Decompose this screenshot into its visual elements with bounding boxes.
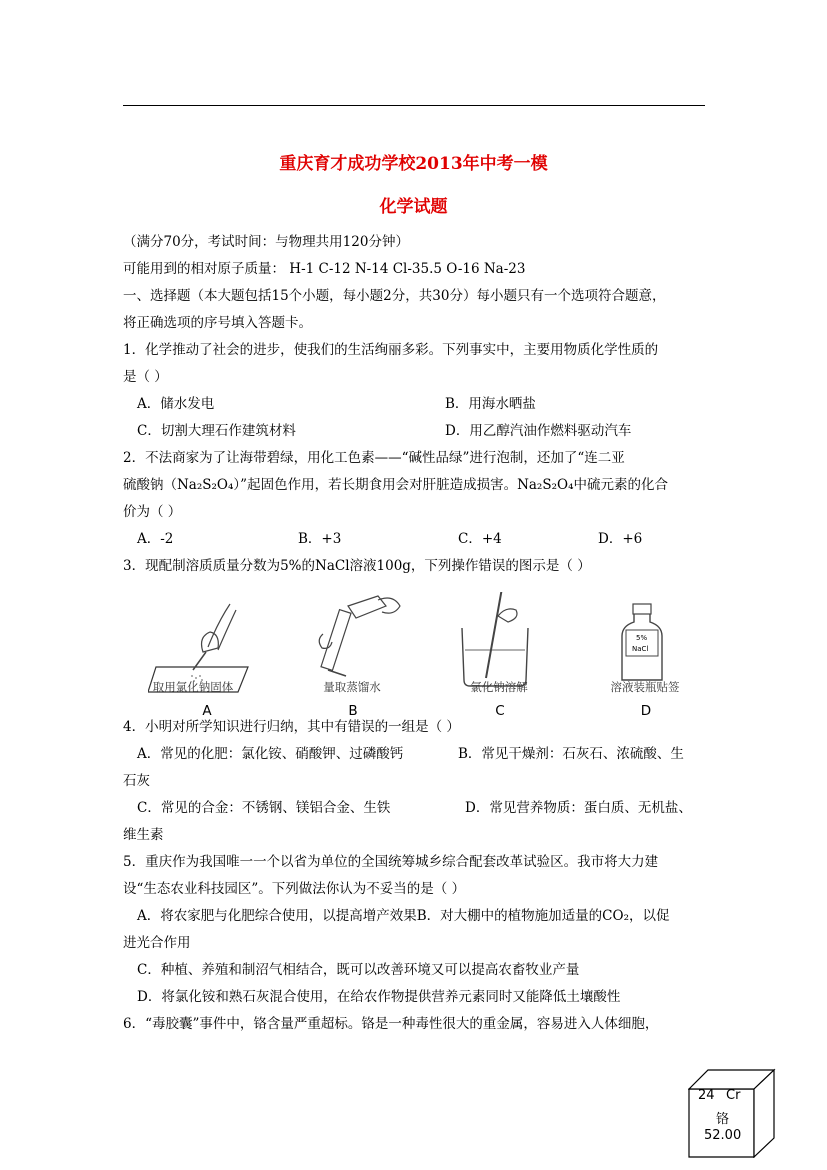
header-rule <box>123 105 705 106</box>
figure-c-dissolving <box>450 592 570 717</box>
q5-stem-cont: 设“生态农业科技园区”。下列做法你认为不妥当的是（ ） <box>123 881 466 897</box>
figure-b-caption: 量取蒸馏水 <box>323 680 381 694</box>
q5-option-a: A．将农家肥与化肥综合使用，以提高增产效果B．对大棚中的植物施加适量的CO₂，以促 <box>137 908 670 924</box>
exam-info: （满分70分，考试时间：与物理共用120分钟） <box>123 234 409 250</box>
q5-option-d: D．将氯化铵和熟石灰混合使用，在给农作物提供营养元素同时又能降低土壤酸性 <box>137 989 621 1005</box>
q3-stem: 3．现配制溶质质量分数为5%的NaCl溶液100g，下列操作错误的图示是（ ） <box>123 558 591 574</box>
subject-title: 化学试题 <box>379 197 448 217</box>
q2-option-c: C．+4 <box>458 531 502 547</box>
q2-stem-end: 价为（ ） <box>123 504 182 520</box>
element-number: 24 <box>698 1088 715 1103</box>
atomic-masses: 可能用到的相对原子质量： H-1 C-12 N-14 Cl-35.5 O-16 Na-23 <box>123 261 526 277</box>
element-symbol: Cr <box>726 1088 741 1103</box>
figure-a-caption: 取用氯化钠固体 <box>152 680 234 694</box>
figure-c-letter: C <box>495 703 505 719</box>
q1-option-c: C．切割大理石作建筑材料 <box>137 423 296 439</box>
section-instruction: 将正确选项的序号填入答题卡。 <box>123 315 312 331</box>
q1-stem-cont: 是（ ） <box>123 369 168 385</box>
q5-option-a-cont: 进光合作用 <box>123 935 191 951</box>
q4-option-b: B．常见干燥剂：石灰石、浓硫酸、生 <box>458 746 684 762</box>
q4-option-a: A．常见的化肥：氯化铵、硝酸钾、过磷酸钙 <box>137 746 404 762</box>
figure-b-letter: B <box>348 703 358 719</box>
element-name: 铬 <box>716 1112 730 1127</box>
q4-option-b-cont: 石灰 <box>123 773 150 789</box>
q2-stem-cont: 硫酸钠（Na₂S₂O₄）”起固色作用，若长期食用会对肝脏造成损害。Na₂S₂O₄中硫元素的化合 <box>123 477 668 493</box>
q5-option-c: C．种植、养殖和制沼气相结合，既可以改善环境又可以提高农畜牧业产量 <box>137 962 580 978</box>
q5-stem: 5．重庆作为我国唯一一个以省为单位的全国统筹城乡综合配套改革试验区。我市将大力建 <box>123 854 659 870</box>
q2-stem: 2．不法商家为了让海带碧绿，用化工色素——“碱性品绿”进行泡制，还加了“连二亚 <box>123 450 625 466</box>
element-mass: 52.00 <box>704 1128 742 1143</box>
section-heading: 一、选择题（本大题包括15个小题，每小题2分，共30分）每小题只有一个选项符合题意， <box>123 288 666 304</box>
figure-d-letter: D <box>640 703 652 719</box>
bottle-label-percent: 5% <box>636 634 648 642</box>
q6-stem: 6．“毒胶囊”事件中，铬含量严重超标。铬是一种毒性很大的重金属，容易进入人体细胞， <box>123 1016 659 1032</box>
figure-a-taking-nacl <box>148 592 268 717</box>
q4-option-d: D．常见营养物质：蛋白质、无机盐、 <box>465 800 692 816</box>
q2-option-d: D．+6 <box>598 531 643 547</box>
figure-a-letter: A <box>202 703 212 719</box>
q1-option-b: B．用海水晒盐 <box>445 396 536 412</box>
q4-option-c: C．常见的合金：不锈钢、镁铝合金、生铁 <box>137 800 391 816</box>
bottle-label-formula: NaCl <box>632 645 649 653</box>
q2-option-a: A．-2 <box>137 531 174 547</box>
exam-title: 重庆育才成功学校2013年中考一模 <box>279 154 548 174</box>
q1-stem: 1．化学推动了社会的进步，使我们的生活绚丽多彩。下列事实中，主要用物质化学性质的 <box>123 342 659 358</box>
q4-option-d-cont: 维生素 <box>123 827 164 843</box>
figure-d-bottle-label <box>598 592 718 717</box>
figure-b-measuring-water <box>308 592 428 717</box>
q2-option-b: B．+3 <box>298 531 342 547</box>
q1-option-a: A．储水发电 <box>137 396 215 412</box>
q4-stem: 4．小明对所学知识进行归纳，其中有错误的一组是（ ） <box>123 719 460 735</box>
figure-c-caption: 氯化钠溶解 <box>470 680 528 694</box>
q1-option-d: D．用乙醇汽油作燃料驱动汽车 <box>445 423 632 439</box>
element-cube <box>688 1068 780 1162</box>
element-cube-outline <box>688 1068 780 1158</box>
figure-d-caption: 溶液装瓶贴签 <box>610 680 680 694</box>
